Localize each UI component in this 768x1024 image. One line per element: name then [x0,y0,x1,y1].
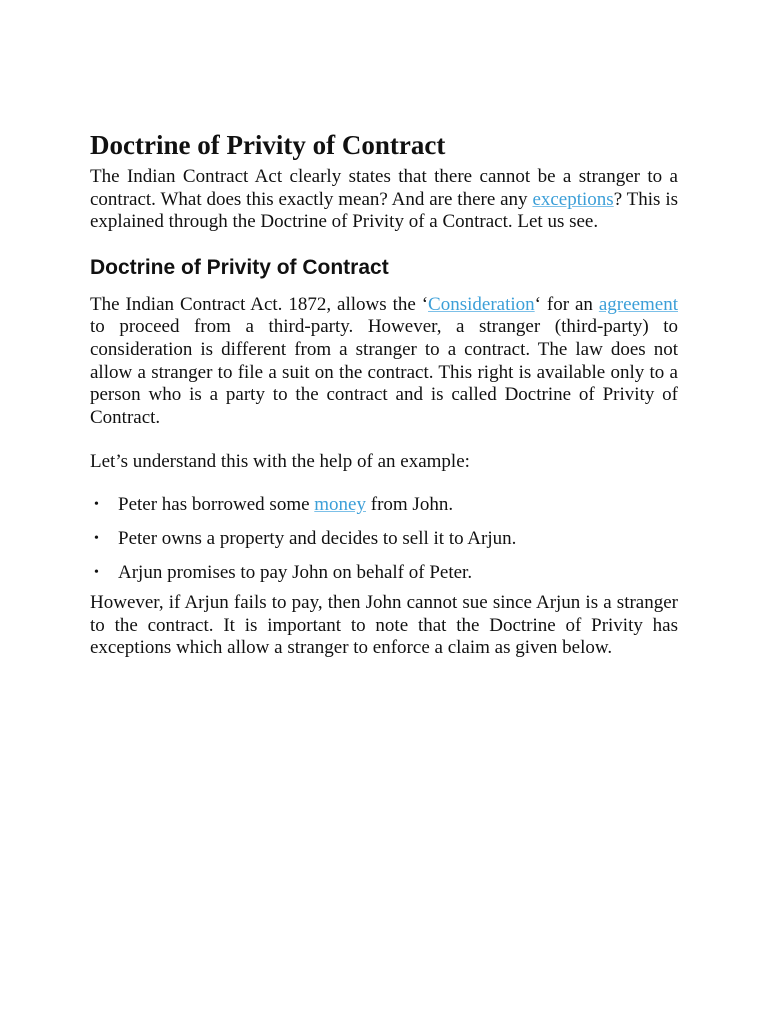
list-item [90,562,678,584]
page-title: Doctrine of Privity of Contract [90,130,446,160]
example-list [90,494,678,584]
bullet-icon: • [94,496,99,512]
body-text-1: The Indian Contract Act. 1872, allows the ‘ [90,293,429,315]
intro-text-2: ? This is explained through the Doctrine of Privity of a Contract. Let us see. [90,188,678,233]
money-link[interactable]: money [314,493,366,515]
list-item-text-1: Peter has borrowed some [118,493,315,515]
section-heading: Doctrine of Privity of Contract [90,255,389,279]
list-item-text: Arjun promises to pay John on behalf of Peter. [118,561,473,583]
document-page [90,128,678,660]
list-item-text: Peter owns a property and decides to sell it to Arjun. [118,527,517,549]
bullet-icon: • [94,530,99,546]
example-intro: Let’s understand this with the help of an example: [90,451,470,473]
list-item-text-2: from John. [366,493,454,515]
list-item [90,494,678,516]
conclusion-paragraph: However, if Arjun fails to pay, then John cannot sue since Arjun is a stranger to the contract. It is important to note that the Doctrine of Privity has exceptions which allow a stranger to enforce a claim as given below. [90,591,678,659]
body-paragraph [90,294,678,430]
body-text-3: to proceed from a third-party. However, a stranger (third-party) to consideration is different from a stranger to a contract. The law does not allow a stranger to file a suit on the contract. This right is available only to a person who is a party to the contract and is called Doctrine of Privity of Contract. [90,316,678,428]
intro-text-1: The Indian Contract Act clearly states that there cannot be a stranger to a contract. What does this exactly mean? And are there any [90,166,678,210]
bullet-icon: • [94,564,99,580]
agreement-link[interactable]: agreement [598,293,678,315]
exceptions-link[interactable]: exceptions [532,188,614,210]
list-item [90,528,678,550]
intro-paragraph [90,166,678,234]
body-text-2: ‘ for an [534,293,599,315]
consideration-link[interactable]: Consideration [428,293,535,315]
